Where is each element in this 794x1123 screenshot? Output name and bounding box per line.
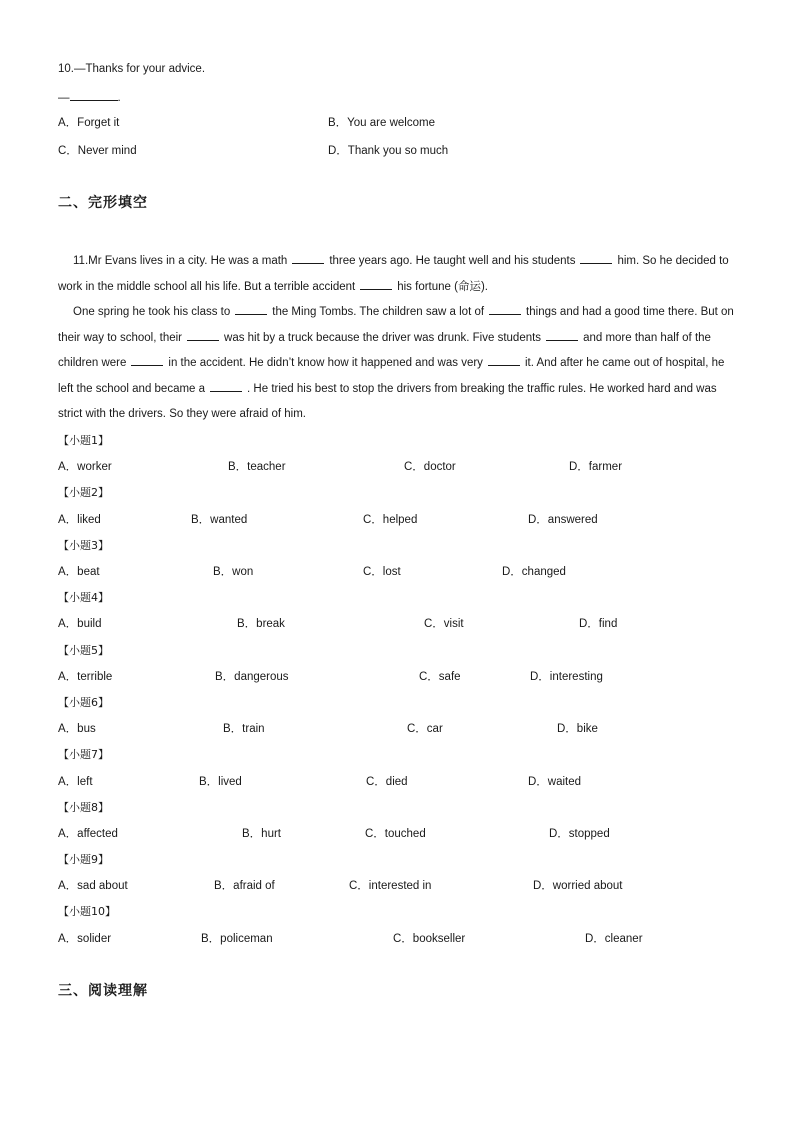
subquestion-label: 【小题4】 xyxy=(58,591,109,604)
subquestion-option: B．hurt xyxy=(242,828,281,840)
subquestion-option: B．train xyxy=(223,723,265,735)
q10-option-a: A．Forget it xyxy=(58,117,120,129)
answer-end: . xyxy=(117,92,121,104)
subquestion-label: 【小题7】 xyxy=(58,748,109,761)
blank-7 xyxy=(546,329,578,341)
passage-text: and more than half of the children were xyxy=(58,331,711,369)
subquestion-option: C．safe xyxy=(419,671,461,683)
blank-2 xyxy=(580,252,612,264)
subquestion-option: B．teacher xyxy=(228,461,286,473)
subquestion-option: B．won xyxy=(213,566,254,578)
blank-4 xyxy=(235,303,267,315)
subquestion-option: A．build xyxy=(58,618,102,630)
cloze-passage xyxy=(58,249,738,428)
passage-text: was hit by a truck because the driver was drunk. Five students xyxy=(224,331,542,344)
subquestion-option: B．afraid of xyxy=(214,880,275,892)
subquestion-option: A．liked xyxy=(58,514,101,526)
q10-option-d: D．Thank you so much xyxy=(328,145,449,157)
subquestion-option: C．doctor xyxy=(404,461,456,473)
subquestion-option: B．policeman xyxy=(201,933,273,945)
subquestion-label: 【小题10】 xyxy=(58,905,116,918)
subquestion-option: A．bus xyxy=(58,723,96,735)
subquestion-label: 【小题1】 xyxy=(58,434,109,447)
subquestion-option: C．lost xyxy=(363,566,401,578)
passage-text: 11.Mr Evans lives in a city. He was a math xyxy=(73,255,288,267)
subquestion-option: B．lived xyxy=(199,776,242,788)
q10-option-c: C．Never mind xyxy=(58,145,137,157)
blank-5 xyxy=(489,303,521,315)
subquestion-option: D．answered xyxy=(528,514,598,526)
subquestion-label: 【小题2】 xyxy=(58,486,109,499)
subquestion-label: 【小题5】 xyxy=(58,644,109,657)
blank-3 xyxy=(360,278,392,290)
passage-text: . He tried his best to stop the drivers from breaking the traffic rules. He worked hard and was strict with the drivers. So they were afraid of him. xyxy=(58,382,717,420)
subquestion-option: B．break xyxy=(237,618,285,630)
passage-text: it. And after he came out of hospital, he left the school and became a xyxy=(58,357,725,395)
blank-10 xyxy=(210,380,242,392)
subquestion-option: C．car xyxy=(407,723,443,735)
passage-text: him. So he decided to work in the middle school all his life. But a terrible accident xyxy=(58,255,729,293)
section-title-cloze: 二、完形填空 xyxy=(58,195,148,211)
q10-option-b: B．You are welcome xyxy=(328,117,435,129)
subquestion-option: B．wanted xyxy=(191,514,248,526)
subquestion-option: D．bike xyxy=(557,723,598,735)
subquestion-option: A．left xyxy=(58,776,93,788)
passage-text: in the accident. He didn’t know how it happened and was very xyxy=(168,357,483,369)
passage-text: his fortune (命运). xyxy=(397,280,488,293)
subquestion-option: D．interesting xyxy=(530,671,603,683)
subquestion-label: 【小题9】 xyxy=(58,853,109,866)
subquestion-label: 【小题3】 xyxy=(58,539,109,552)
subquestion-option: C．bookseller xyxy=(393,933,466,945)
subquestion-option: C．helped xyxy=(363,514,418,526)
subquestion-option: C．touched xyxy=(365,828,426,840)
blank-8 xyxy=(131,354,163,366)
passage-paragraph-2 xyxy=(58,300,738,428)
subquestion-option: A．worker xyxy=(58,461,112,473)
blank-9 xyxy=(488,354,520,366)
subquestion-option: A．solider xyxy=(58,933,112,945)
subquestion-option: D．worried about xyxy=(533,880,623,892)
passage-text: three years ago. He taught well and his students xyxy=(329,255,576,267)
blank-1 xyxy=(292,252,324,264)
subquestion-option: A．terrible xyxy=(58,671,113,683)
subquestion-option: D．waited xyxy=(528,776,582,788)
subquestion-option: A．affected xyxy=(58,828,118,840)
subquestion-label: 【小题8】 xyxy=(58,801,109,814)
subquestion-option: C．interested in xyxy=(349,880,432,892)
section-title-reading: 三、阅读理解 xyxy=(58,983,148,999)
question-10-answer-line xyxy=(58,89,121,104)
question-10-prompt: 10.—Thanks for your advice. xyxy=(58,63,206,75)
subquestion-option: D．find xyxy=(579,618,618,630)
subquestion-option: B．dangerous xyxy=(215,671,289,683)
subquestion-option: A．sad about xyxy=(58,880,128,892)
passage-text: the Ming Tombs. The children saw a lot of xyxy=(272,306,485,318)
subquestion-option: D．cleaner xyxy=(585,933,643,945)
passage-text: things and had a good time there. But on their way to school, their xyxy=(58,306,734,344)
subquestion-label: 【小题6】 xyxy=(58,696,109,709)
subquestion-option: C．visit xyxy=(424,618,464,630)
passage-text: One spring he took his class to xyxy=(73,306,231,318)
answer-blank xyxy=(70,89,118,101)
answer-dash: — xyxy=(58,92,70,104)
passage-paragraph-1 xyxy=(58,249,738,300)
subquestion-option: D．changed xyxy=(502,566,566,578)
subquestion-option: D．stopped xyxy=(549,828,610,840)
blank-6 xyxy=(187,329,219,341)
subquestion-option: C．died xyxy=(366,776,408,788)
subquestion-option: A．beat xyxy=(58,566,100,578)
subquestion-option: D．farmer xyxy=(569,461,623,473)
